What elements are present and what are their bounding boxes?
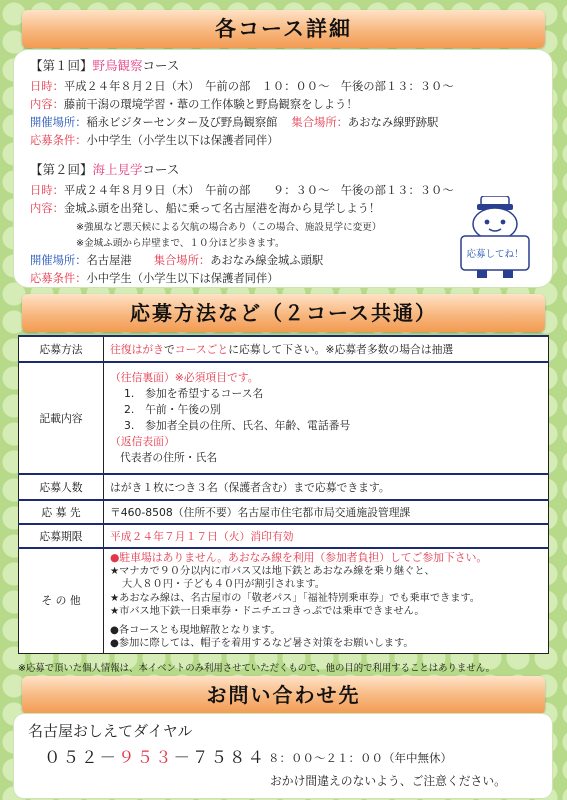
bus-note: ★市バス地下鉄一日乗車券・ドニチエコきっぷでは乗車できません。 bbox=[110, 606, 425, 617]
course1-date: 日時：平成２４年８月２日（木） 午前の部 １０：００～ 午後の部１３：３０～ bbox=[30, 80, 454, 93]
course2-note-walk: ※金城ふ頭から岸壁まで、１０分ほど歩きます。 bbox=[76, 238, 285, 249]
apply-method-title: 応募方法など（２コース共通） bbox=[130, 301, 437, 325]
destination-value: 〒460-8508（住所不要）名古屋市住宅都市局交通施設管理課 bbox=[104, 500, 549, 524]
content-item: 1. 参加を希望するコース名 bbox=[124, 387, 264, 400]
return-front-value: 代表者の住所・氏名 bbox=[120, 451, 218, 464]
course1-heading: 【第１回】野鳥観察コース bbox=[30, 58, 180, 73]
course1-content: 内容：藤前干潟の環境学習・葦の工作体験と野鳥観察をしよう！ bbox=[30, 98, 358, 111]
bus-note: 大人８０円・子ども４０円が割引されます。 bbox=[122, 579, 325, 590]
contact-name: 名古屋おしえてダイヤル bbox=[28, 722, 193, 740]
content-item: 3. 参加者全員の住所、氏名、年齢、電話番号 bbox=[124, 419, 351, 432]
mascot-illustration bbox=[455, 196, 535, 280]
privacy-note: ※応募で頂いた個人情報は、本イベントのみ利用させていただくもので、他の目的で利用することはありません。 bbox=[18, 663, 495, 674]
heat-note: ●参加に際しては、帽子を着用するなど暑さ対策をお願いします。 bbox=[110, 638, 414, 649]
course1-venue: 開催場所：稲永ビジターセンター及び野鳥観察館 集合場所：あおなみ線野跡駅 bbox=[30, 116, 439, 129]
row-method bbox=[19, 336, 549, 362]
contact-caution: おかけ間違えのないよう、ご注意ください。 bbox=[270, 774, 506, 788]
content-value: （往信裏面）※必須項目です。 1. 参加を希望するコース名 2. 午前・午後の別 3. 参加者全員の住所、氏名、年齢、電話番号 （返信表面） 代表者の住所・氏名 bbox=[104, 362, 549, 474]
row-other bbox=[19, 548, 549, 653]
course-detail-banner bbox=[22, 10, 545, 48]
course2-heading: 【第２回】海上見学コース bbox=[30, 162, 180, 177]
course2-venue: 開催場所：名古屋港 集合場所：あおなみ線金城ふ頭駅 bbox=[30, 254, 324, 267]
deadline-key: 応募期限 bbox=[19, 524, 104, 548]
dismiss-note: ●各コースとも現地解散となります。 bbox=[110, 624, 281, 636]
course2-note-weather: ※強風など悪天候による欠航の場合あり（この場合、施設見学に変更） bbox=[76, 222, 382, 233]
mascot-sign-text: 応募してね！ bbox=[466, 249, 524, 260]
contact-title: お問い合わせ先 bbox=[206, 683, 361, 707]
course2-date: 日時：平成２４年８月９日（木） 午前の部 ９：３０～ 午後の部１３：３０～ bbox=[30, 184, 454, 197]
destination-key: 応 募 先 bbox=[19, 500, 104, 524]
contact-banner bbox=[22, 676, 545, 714]
course-detail-title: 各コース詳細 bbox=[215, 17, 352, 41]
course1-requirement: 応募条件：小中学生（小学生以下は保護者同伴） bbox=[30, 134, 279, 147]
count-key: 応募人数 bbox=[19, 474, 104, 500]
count-value: はがき１枚につき３名（保護者含む）まで応募できます。 bbox=[104, 474, 549, 500]
row-destination bbox=[19, 500, 549, 524]
method-value: 往復はがきでコースごとに応募して下さい。※応募者多数の場合は抽選 bbox=[104, 336, 549, 362]
row-deadline bbox=[19, 524, 549, 548]
bus-note: ★マナカで９０分以内に市バス又は地下鉄とあおなみ線を乗り継ぐと、 bbox=[110, 565, 435, 577]
other-value bbox=[104, 548, 549, 653]
method-key: 応募方法 bbox=[19, 336, 104, 362]
content-item: 2. 午前・午後の別 bbox=[124, 403, 221, 416]
apply-table bbox=[18, 335, 549, 654]
course2-requirement: 応募条件：小中学生（小学生以下は保護者同伴） bbox=[30, 272, 279, 285]
course2-content: 内容：金城ふ頭を出発し、船に乗って名古屋港を海から見学しよう！ bbox=[30, 202, 381, 215]
row-content bbox=[19, 362, 549, 474]
bus-note: ★あおなみ線は、名古屋市の「敬老パス」「福祉特別乗車券」でも乗車できます。 bbox=[110, 592, 480, 604]
row-count bbox=[19, 474, 549, 500]
parking-note: ●駐車場はありません。あおなみ線を利用（参加者負担）してご参加下さい。 bbox=[110, 551, 488, 564]
content-key: 記載内容 bbox=[19, 362, 104, 474]
other-key: そ の 他 bbox=[19, 548, 104, 653]
contact-phone: ０５２－９５３－７５８４ bbox=[44, 748, 266, 767]
apply-method-banner bbox=[22, 294, 545, 332]
contact-hours: ８：００～２１：００（年中無休） bbox=[268, 751, 452, 765]
return-front-label: （返信表面） bbox=[110, 435, 175, 448]
deadline-value: 平成２４年７月１７日（火）消印有効 bbox=[104, 524, 549, 548]
